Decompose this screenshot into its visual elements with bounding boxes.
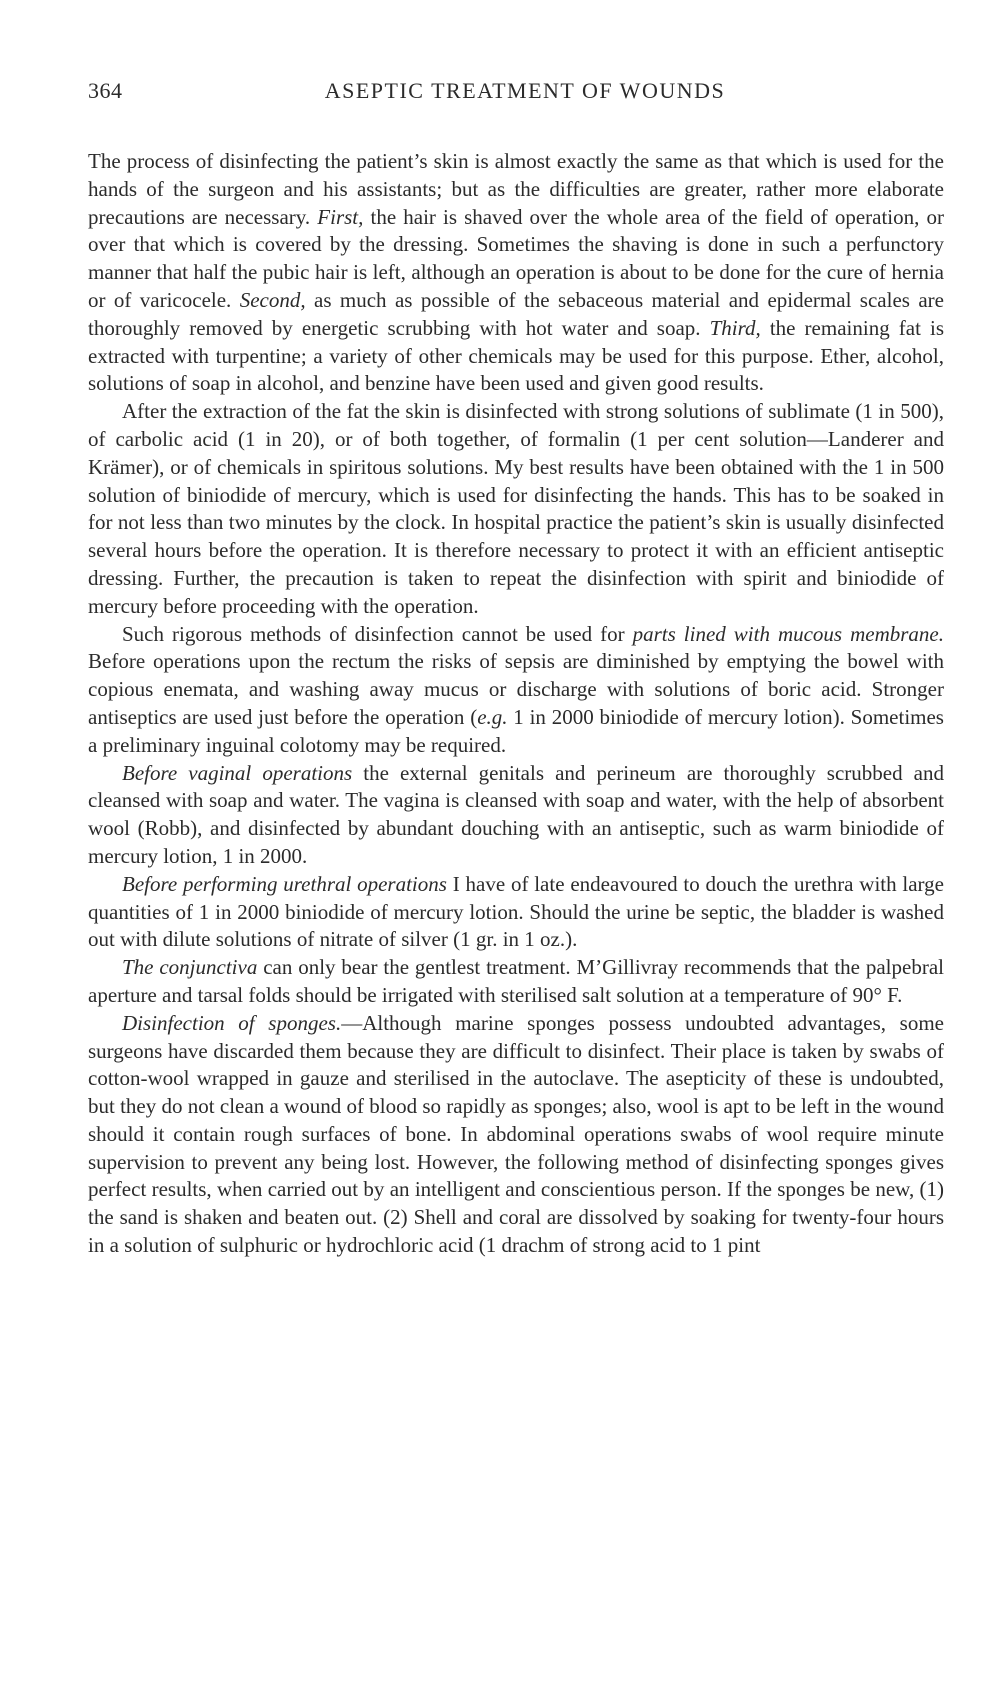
italic-text: Third, bbox=[709, 315, 761, 340]
text-run: I have of late endeavoured to douch the urethra with large quantities of 1 in 2000 biniodide of mercury lotion. Should the urine be septic, the bladder is washed out with dilute solutions of nitrate of silver (1 gr. in 1 oz.). bbox=[88, 871, 944, 952]
paragraph bbox=[88, 398, 944, 620]
text-run: After the extraction of the fat the skin is disinfected with strong solutions of sublimate (1 in 500), of carbolic acid (1 in 20), or of both together, of formalin (1 per cent solution—Landerer and Krämer), or of chemicals in spiritous solutions. My best results have been obtained with the 1 in 500 solution of biniodide of mercury, which is used for disinfecting the hands. This has to be soaked in for not less than two minutes by the clock. In hospital practice the patient’s skin is usually disinfected several hours before the operation. It is therefore necessary to protect it with an efficient antiseptic dressing. Further, the precaution is taken to repeat the disinfection with spirit and biniodide of mercury before proceeding with the operation. bbox=[88, 399, 944, 618]
text-run: can only bear the gentlest treatment. M’Gillivray recommends that the palpebral aperture and tarsal folds should be irrigated with sterilised salt solution at a temperature of 90° F. bbox=[88, 955, 944, 1007]
running-title: ASEPTIC TREATMENT OF WOUNDS bbox=[324, 78, 726, 103]
italic-text: First, bbox=[317, 204, 364, 229]
page-number: 364 bbox=[88, 78, 123, 103]
italic-text: The conjunctiva bbox=[122, 955, 258, 980]
paragraph bbox=[88, 871, 944, 954]
italic-text: parts lined with mucous membrane. bbox=[632, 621, 944, 646]
paragraph bbox=[88, 954, 944, 1010]
text-run: the remaining fat is extracted with turpentine; a variety of other chemicals may be used for this purpose. Ether, alcohol, solutions of soap in alcohol, and benzine have been used and given good results. bbox=[88, 315, 944, 396]
italic-text: e.g. bbox=[477, 704, 508, 729]
text-run: Before operations upon the rectum the risks of sepsis are diminished by emptying the bowel with copious enemata, and washing away mucus or discharge with solutions of boric acid. Stronger antiseptics are used just before the operation ( bbox=[88, 649, 944, 729]
text-run: the external genitals and perineum are thoroughly scrubbed and cleansed with soap and water. The vagina is cleansed with soap and water, with the help of absorbent wool (Robb), and disinfected by abundant douching with an antiseptic, such as warm biniodide of mercury lotion, 1 in 2000. bbox=[88, 760, 944, 868]
italic-text: Before vaginal operations bbox=[122, 760, 353, 785]
paragraph bbox=[88, 1010, 944, 1260]
italic-text: Before performing urethral operations bbox=[122, 871, 447, 896]
text-run: The process of disinfecting the patient’s skin is almost exactly the same as that which is used for the hands of the surgeon and his assistants; but as the difficulties are greater, rather more elaborate precautions are necessary. bbox=[88, 149, 944, 229]
text-run: the hair is shaved over the whole area of the field of operation, or over that which is covered by the dressing. Sometimes the shaving is done in such a perfunctory manner that half the pubic hair is left, although an operation is about to be done for the cure of hernia or of varicocele. bbox=[88, 204, 944, 312]
text-run: —Although marine sponges possess undoubted advantages, some surgeons have discarded them because they are difficult to disinfect. Their place is taken by swabs of cotton-wool wrapped in gauze and sterilised in the autoclave. The asepticity of these is undoubted, but they do not clean a wound of blood so rapidly as sponges; also, wool is apt to be left in the wound should it contain rough surfaces of bone. In abdominal operations swabs of wool require minute supervision to prevent any being lost. However, the following method of disinfecting sponges gives perfect results, when carried out by an intelligent and conscientious person. If the sponges be new, (1) the sand is shaken and beaten out. (2) Shell and coral are dissolved by soaking for twenty-four hours in a solution of sulphuric or hydrochloric acid (1 drachm of strong acid to 1 pint bbox=[88, 1010, 944, 1258]
text-run: 1 in 2000 biniodide of mercury lotion). Sometimes a preliminary inguinal colotomy may be required. bbox=[88, 704, 944, 757]
running-head bbox=[88, 76, 944, 112]
paragraph bbox=[88, 148, 944, 398]
paragraph bbox=[88, 760, 944, 871]
paragraph bbox=[88, 621, 944, 760]
text-run: Such rigorous methods of disinfection cannot be used for bbox=[122, 621, 633, 646]
italic-text: Disinfection of sponges. bbox=[122, 1010, 342, 1035]
body-text bbox=[88, 148, 944, 1260]
italic-text: Second, bbox=[239, 287, 306, 312]
text-run: as much as possible of the sebaceous material and epidermal scales are thoroughly removed by energetic scrubbing with hot water and soap. bbox=[88, 287, 944, 340]
